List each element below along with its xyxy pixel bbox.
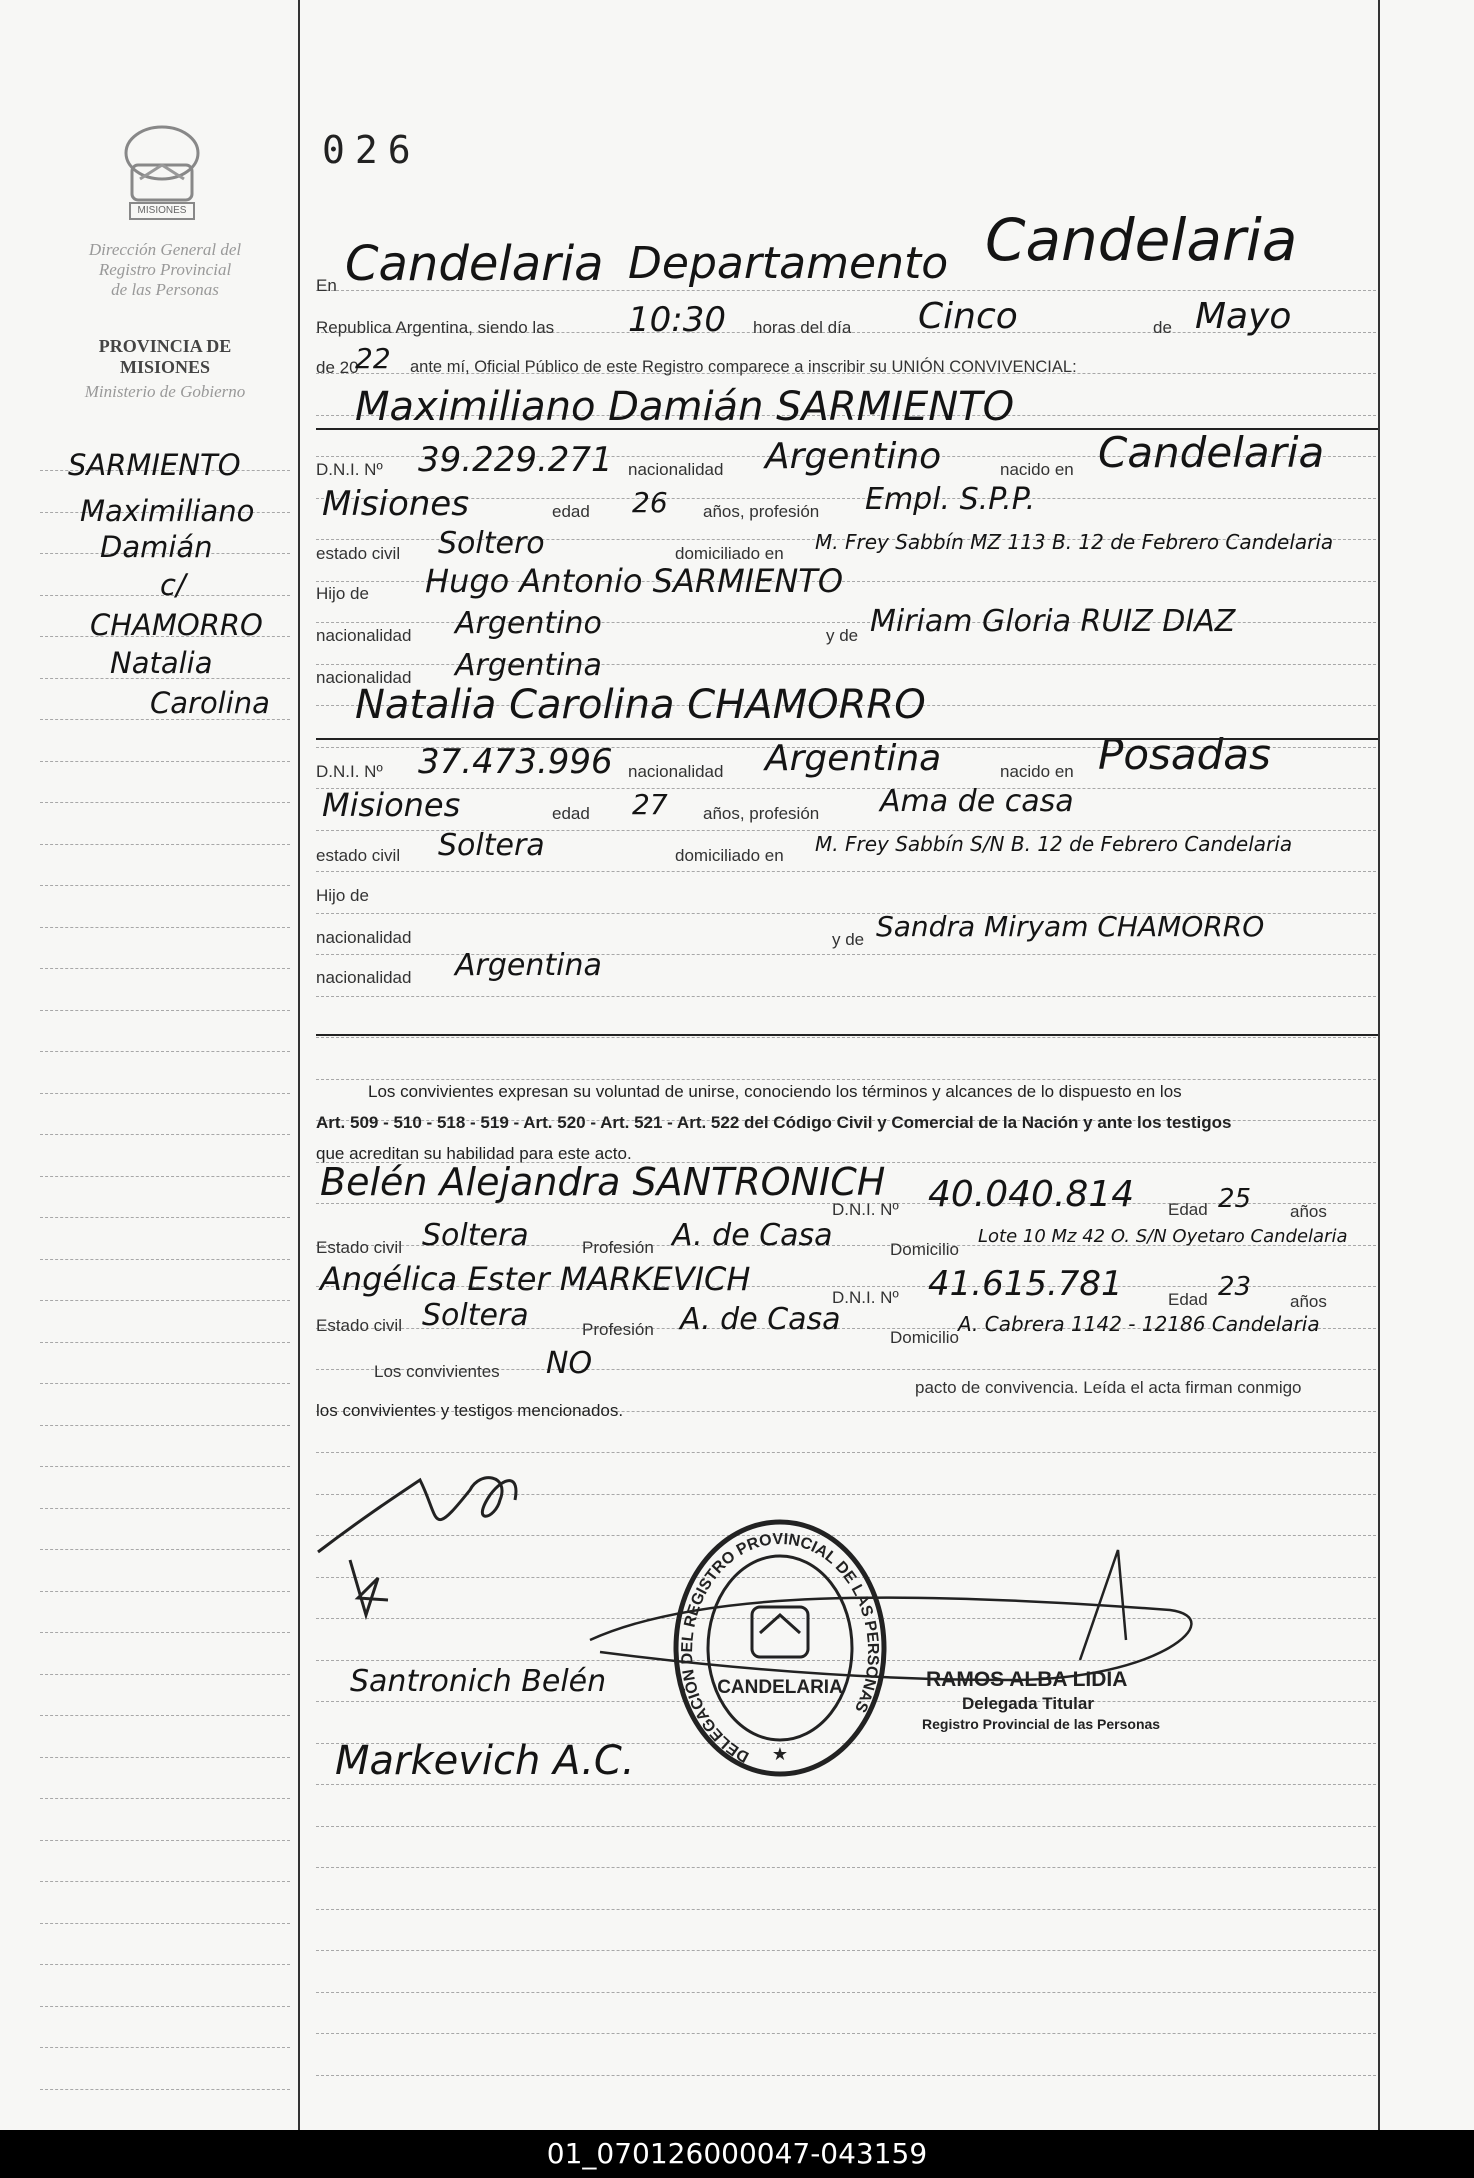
time-month: Mayo	[1195, 296, 1292, 337]
label-en: En	[316, 276, 337, 295]
label-de: de	[1153, 318, 1172, 337]
person1-mother: Miriam Gloria RUIZ DIAZ	[870, 604, 1236, 639]
person1-birth-province: Misiones	[322, 484, 469, 524]
declaration-line-2: Art. 509 - 510 - 518 - 519 - Art. 520 - Art. 521 - Art. 522 del Código Civil y Comercial de la Nación y ante los testigos	[316, 1113, 1232, 1132]
person1-name: Maximiliano Damián SARMIENTO	[355, 384, 1015, 430]
seal-center-text: CANDELARIA	[717, 1677, 843, 1698]
pact-answer: NO	[546, 1346, 593, 1381]
label-edad-cap: Edad	[1168, 1290, 1208, 1309]
svg-text:★: ★	[771, 1744, 789, 1764]
label-dni: D.N.I. Nº	[316, 460, 383, 479]
logo-text: MISIONES	[137, 205, 187, 216]
label-y-de: y de	[832, 930, 865, 949]
margin-note-line: Carolina	[150, 686, 270, 720]
witness2-dni: 41.615.781	[928, 1264, 1123, 1304]
official-org: Registro Provincial de las Personas	[922, 1716, 1161, 1732]
person2-birth-province: Misiones	[322, 786, 461, 824]
label-dni: D.N.I. Nº	[832, 1200, 899, 1219]
registry-line-3: de las Personas	[111, 280, 219, 299]
margin-note-line: Damián	[100, 530, 213, 564]
person1-civil-status: Soltero	[438, 526, 545, 561]
document-code: 01_070126000047-043159	[0, 2130, 1474, 2178]
label-estado-civil: estado civil	[316, 544, 401, 563]
label-hijo-de: Hijo de	[316, 886, 369, 905]
label-anos-profesion: años, profesión	[703, 804, 820, 823]
label-anos: años	[1290, 1292, 1327, 1311]
time-hour: 10:30	[628, 300, 726, 340]
label-nacido-en: nacido en	[1000, 762, 1074, 781]
label-estado-civil: estado civil	[316, 846, 401, 865]
person2-age: 27	[632, 788, 668, 821]
time-day: Cinco	[918, 296, 1018, 337]
label-nacionalidad: nacionalidad	[316, 668, 412, 687]
declaration-line-1: Los convivientes expresan su voluntad de unirse, conociendo los términos y alcances de lo dispuesto en los	[368, 1082, 1182, 1101]
label-horas: horas del día	[753, 318, 852, 337]
registry-line-1: Dirección General del	[88, 240, 242, 259]
person1-birthplace: Candelaria	[1098, 428, 1325, 477]
label-ante-mi: ante mí, Oficial Público de este Registro comparece a inscribir su UNIÓN CONVIVENCIAL:	[410, 358, 1077, 376]
place-city: Candelaria	[345, 236, 604, 292]
label-nacionalidad: nacionalidad	[628, 762, 724, 781]
ministry-name: Ministerio de Gobierno	[84, 382, 246, 401]
person2-name: Natalia Carolina CHAMORRO	[355, 682, 926, 728]
witness1-profession: A. de Casa	[672, 1218, 833, 1253]
margin-note-line: c/	[160, 568, 186, 602]
margin-note-line: Maximiliano	[80, 494, 255, 528]
person2-address: M. Frey Sabbín S/N B. 12 de Febrero Candelaria	[815, 832, 1293, 856]
witness2-civil-status: Soltera	[422, 1298, 529, 1333]
label-edad-cap: Edad	[1168, 1200, 1208, 1219]
witness1-address: Lote 10 Mz 42 O. S/N Oyetaro Candelaria	[978, 1226, 1348, 1247]
witness1-name: Belén Alejandra SANTRONICH	[320, 1160, 886, 1204]
label-domicilio: Domicilio	[890, 1240, 959, 1259]
witness2-signature: Markevich A.C.	[335, 1738, 635, 1784]
label-los-convivientes: Los convivientes	[374, 1362, 500, 1381]
place-department-name: Candelaria	[985, 206, 1298, 274]
witness2-name: Angélica Ester MARKEVICH	[320, 1260, 751, 1298]
person2-profession: Ama de casa	[880, 784, 1074, 819]
person2-civil-status: Soltera	[438, 828, 545, 863]
label-dni: D.N.I. Nº	[316, 762, 383, 781]
person2-mother-nationality: Argentina	[455, 948, 602, 983]
label-hijo-de: Hijo de	[316, 584, 369, 603]
person2-dni: 37.473.996	[418, 742, 613, 782]
label-nacionalidad: nacionalidad	[316, 626, 412, 645]
person1-mother-nationality: Argentina	[455, 648, 602, 683]
label-edad: edad	[552, 804, 590, 823]
label-nacionalidad: nacionalidad	[628, 460, 724, 479]
signature-mark	[350, 1560, 388, 1615]
official-title: Delegada Titular	[962, 1694, 1094, 1713]
label-estado-civil-cap: Estado civil	[316, 1238, 402, 1257]
witness1-civil-status: Soltera	[422, 1218, 529, 1253]
person1-profession: Empl. S.P.P.	[865, 482, 1036, 517]
person1-age: 26	[632, 486, 668, 519]
label-profesion-cap: Profesión	[582, 1238, 654, 1257]
label-domiciliado-en: domiciliado en	[675, 846, 784, 865]
person2-birthplace: Posadas	[1098, 730, 1271, 779]
witness2-profession: A. de Casa	[680, 1302, 841, 1337]
act-number: 026	[322, 128, 421, 172]
seal-ring-text: DELEGACIÓN DEL REGISTRO PROVINCIAL DE LAS PERSONAS	[678, 1530, 882, 1766]
label-year-prefix: de 20	[316, 358, 359, 377]
label-estado-civil-cap: Estado civil	[316, 1316, 402, 1335]
label-anos: años	[1290, 1202, 1327, 1221]
label-nacionalidad: nacionalidad	[316, 928, 412, 947]
label-profesion-cap: Profesión	[582, 1320, 654, 1339]
official-name: RAMOS ALBA LIDIA	[926, 1668, 1128, 1691]
witness1-age: 25	[1218, 1184, 1252, 1214]
declaration-line-3: que acreditan su habilidad para este acto.	[316, 1144, 632, 1163]
witness2-address: A. Cabrera 1142 - 12186 Candelaria	[958, 1312, 1320, 1336]
label-nacionalidad: nacionalidad	[316, 968, 412, 987]
witness2-age: 23	[1218, 1272, 1252, 1302]
province-line-1: PROVINCIA DE	[98, 336, 232, 356]
label-republica: Republica Argentina, siendo las	[316, 318, 555, 337]
label-domiciliado-en: domiciliado en	[675, 544, 784, 563]
label-edad: edad	[552, 502, 590, 521]
witness1-signature: Santronich Belén	[350, 1664, 607, 1699]
person2-mother: Sandra Miryam CHAMORRO	[876, 910, 1265, 943]
label-nacido-en: nacido en	[1000, 460, 1074, 479]
closing-text: los convivientes y testigos mencionados.	[316, 1401, 624, 1420]
margin-note-line: SARMIENTO	[68, 448, 241, 482]
person2-nationality: Argentina	[765, 738, 942, 779]
person1-father-nationality: Argentino	[455, 606, 602, 641]
label-dni: D.N.I. Nº	[832, 1288, 899, 1307]
registry-line-2: Registro Provincial	[98, 260, 232, 279]
person1-dni: 39.229.271	[418, 440, 613, 480]
signature-mark	[318, 1478, 516, 1552]
label-anos-profesion: años, profesión	[703, 502, 820, 521]
person1-father: Hugo Antonio SARMIENTO	[425, 562, 843, 600]
label-domicilio: Domicilio	[890, 1328, 959, 1347]
label-y-de: y de	[826, 626, 859, 645]
place-department-word: Departamento	[628, 238, 949, 289]
official-seal	[670, 1515, 890, 1780]
witness1-dni: 40.040.814	[928, 1174, 1135, 1215]
margin-note-line: CHAMORRO	[90, 608, 263, 642]
person1-nationality: Argentino	[765, 436, 942, 477]
time-year: 22	[355, 342, 391, 375]
province-line-2: MISIONES	[119, 357, 211, 377]
label-pacto: pacto de convivencia. Leída el acta firman conmigo	[915, 1378, 1302, 1397]
person1-address: M. Frey Sabbín MZ 113 B. 12 de Febrero Candelaria	[815, 530, 1334, 554]
margin-note-line: Natalia	[110, 646, 213, 680]
